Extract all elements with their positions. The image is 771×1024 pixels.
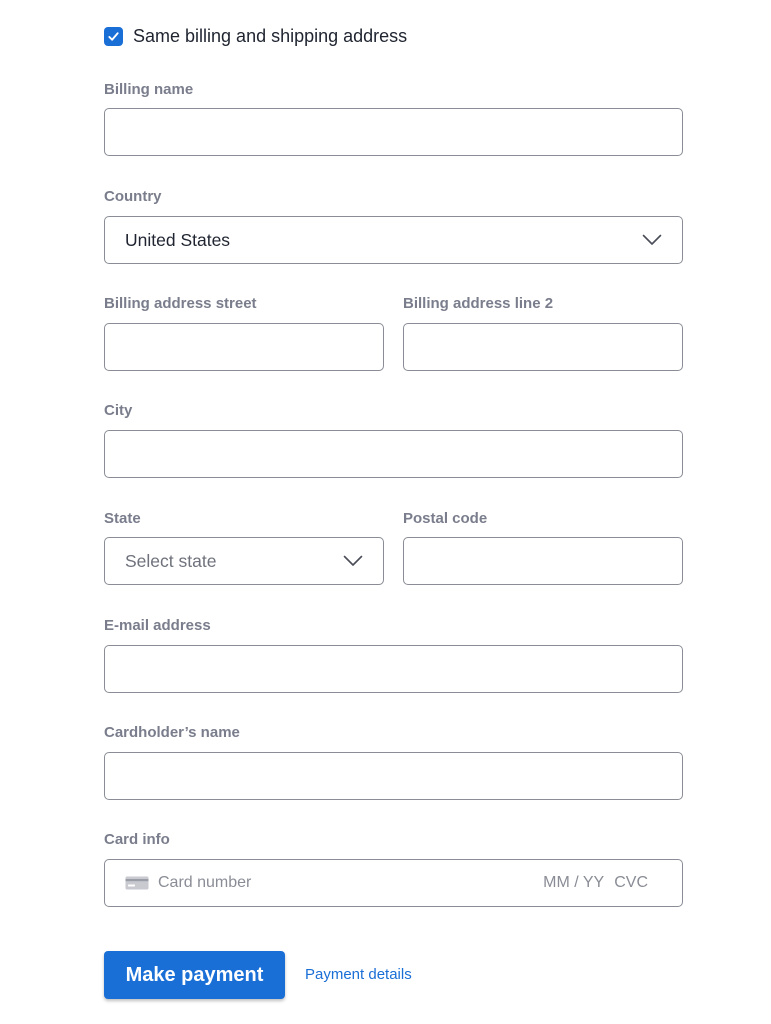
state-placeholder: Select state <box>125 550 217 571</box>
checkmark-icon <box>107 30 120 43</box>
cardholder-name-label: Cardholder’s name <box>104 724 240 741</box>
email-label: E-mail address <box>104 617 211 634</box>
address-line2-input[interactable] <box>404 324 682 370</box>
city-label: City <box>104 402 133 419</box>
postal-code-input[interactable] <box>404 538 682 584</box>
billing-name-input[interactable] <box>105 109 682 155</box>
email-field-box <box>104 645 683 693</box>
card-number-placeholder[interactable]: Card number <box>158 874 252 891</box>
same-address-label: Same billing and shipping address <box>133 26 408 46</box>
credit-card-icon <box>125 876 149 890</box>
country-label: Country <box>104 188 162 205</box>
email-input[interactable] <box>105 646 682 692</box>
state-label: State <box>104 510 141 527</box>
payment-details-link[interactable]: Payment details <box>305 966 412 983</box>
chevron-down-icon <box>343 555 363 567</box>
postal-code-label: Postal code <box>403 510 488 527</box>
street-label: Billing address street <box>104 295 257 312</box>
country-selected-value: United States <box>125 229 231 250</box>
city-field-box <box>104 430 683 478</box>
card-expiry-placeholder[interactable]: MM / YY <box>543 874 605 891</box>
billing-name-field-box <box>104 108 683 156</box>
address-line2-field-box <box>403 323 683 371</box>
card-cvc-placeholder[interactable]: CVC <box>614 874 648 891</box>
address-line2-label: Billing address line 2 <box>403 295 554 312</box>
cardholder-name-field-box <box>104 752 683 800</box>
card-info-field[interactable] <box>104 859 683 907</box>
state-select[interactable] <box>104 537 384 585</box>
card-info-label: Card info <box>104 831 170 848</box>
street-field-box <box>104 323 384 371</box>
same-address-checkbox[interactable] <box>104 27 123 46</box>
street-input[interactable] <box>105 324 383 370</box>
same-address-checkbox-row[interactable] <box>104 26 407 47</box>
country-select[interactable] <box>104 216 683 264</box>
make-payment-button[interactable]: Make payment <box>104 951 285 999</box>
cardholder-name-input[interactable] <box>105 753 682 799</box>
postal-code-field-box <box>403 537 683 585</box>
chevron-down-icon <box>642 234 662 246</box>
city-input[interactable] <box>105 431 682 477</box>
billing-name-label: Billing name <box>104 81 194 98</box>
